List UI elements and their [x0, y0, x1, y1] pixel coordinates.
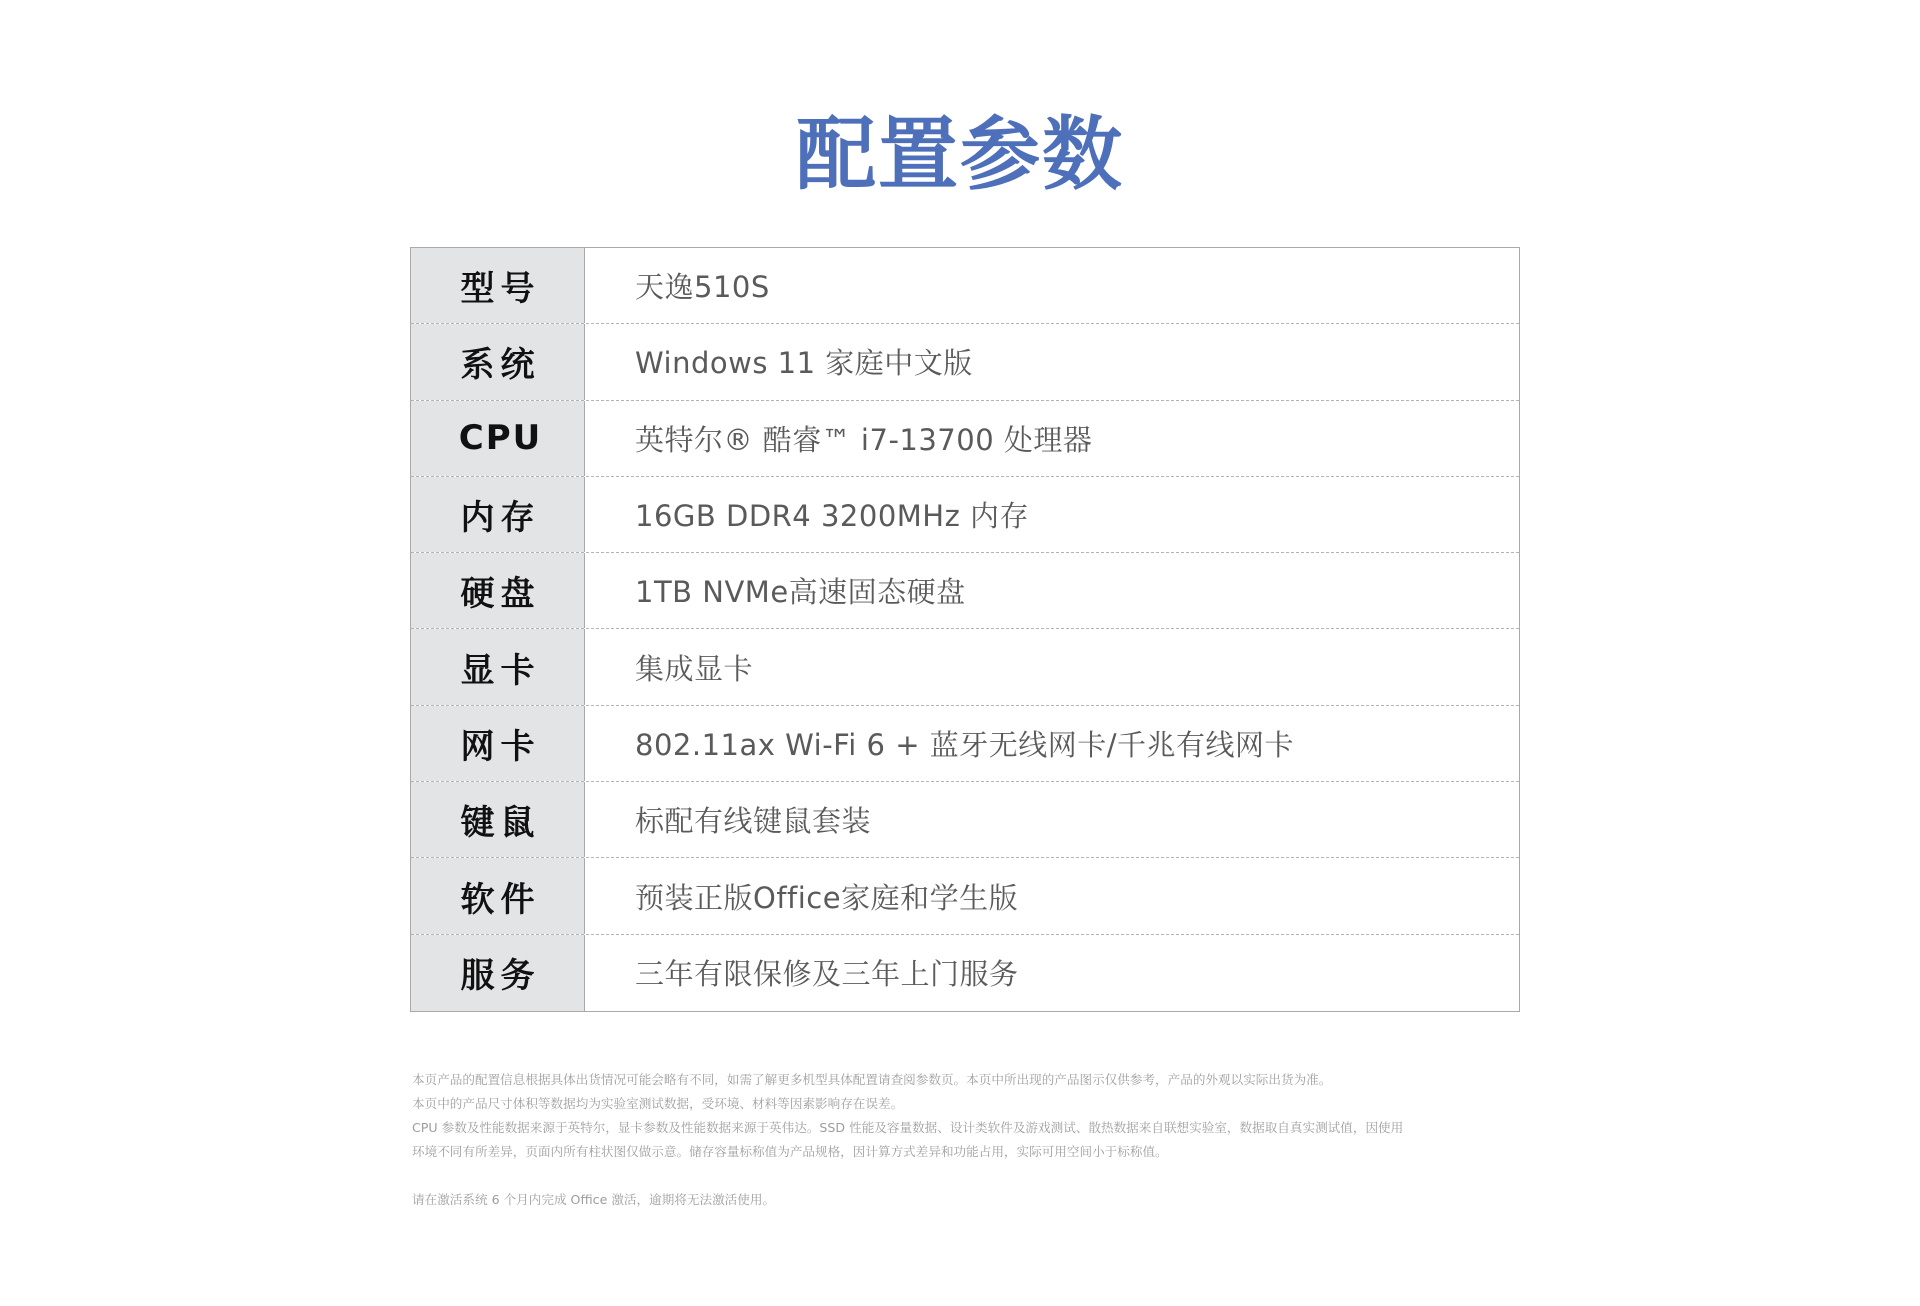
- spec-value: Windows 11 家庭中文版: [635, 346, 973, 381]
- spec-row-service: [411, 935, 1519, 1011]
- spec-row-software: [411, 858, 1519, 934]
- disclaimer-notes: [412, 1068, 1522, 1212]
- spec-value: 16GB DDR4 3200MHz 内存: [635, 499, 1030, 534]
- spec-value: 三年有限保修及三年上门服务: [635, 957, 1019, 992]
- disclaimer-line: 本页产品的配置信息根据具体出货情况可能会略有不同，如需了解更多机型具体配置请查阅参数页。本页中所出现的产品图示仅供参考，产品的外观以实际出货为准。: [412, 1072, 1332, 1087]
- spec-value: 1TB NVMe高速固态硬盘: [635, 575, 966, 610]
- spec-row-storage: [411, 553, 1519, 629]
- disclaimer-line: 环境不同有所差异，页面内所有柱状图仅做示意。储存容量标称值为产品规格，因计算方式差异和功能占用，实际可用空间小于标称值。: [412, 1144, 1168, 1159]
- spec-label: 型号: [411, 248, 585, 323]
- spec-row-model: [411, 248, 1519, 324]
- spacer: [412, 1164, 1522, 1188]
- spec-label: 内存: [411, 477, 585, 552]
- spec-label: CPU: [411, 401, 585, 476]
- spec-value: 集成显卡: [635, 651, 754, 686]
- spec-value: 802.11ax Wi-Fi 6 + 蓝牙无线网卡/千兆有线网卡: [635, 727, 1294, 762]
- spec-value: 预装正版Office家庭和学生版: [635, 880, 1019, 915]
- spec-label: 硬盘: [411, 553, 585, 628]
- spec-row-cpu: [411, 401, 1519, 477]
- spec-row-graphics: [411, 629, 1519, 705]
- spec-label: 软件: [411, 858, 585, 933]
- spec-row-memory: [411, 477, 1519, 553]
- spec-label: 键鼠: [411, 782, 585, 857]
- spec-value: 标配有线键鼠套装: [635, 804, 872, 839]
- page-title: 配置参数: [796, 108, 1124, 201]
- spec-row-system: [411, 324, 1519, 400]
- spec-row-network: [411, 706, 1519, 782]
- spec-table: [410, 247, 1520, 1012]
- spec-label: 系统: [411, 324, 585, 399]
- spec-row-keyboard-mouse: [411, 782, 1519, 858]
- office-activation-note: 请在激活系统 6 个月内完成 Office 激活，逾期将无法激活使用。: [412, 1192, 776, 1207]
- spec-value: 英特尔® 酷睿™ i7-13700 处理器: [635, 422, 1093, 457]
- disclaimer-line: 本页中的产品尺寸体积等数据均为实验室测试数据，受环境、材料等因素影响存在误差。: [412, 1096, 904, 1111]
- spec-value: 天逸510S: [635, 270, 770, 305]
- spec-label: 服务: [411, 935, 585, 1011]
- disclaimer-line: CPU 参数及性能数据来源于英特尔，显卡参数及性能数据来源于英伟达。SSD 性能及容量数据、设计类软件及游戏测试、散热数据来自联想实验室，数据取自真实测试值，因使用: [412, 1120, 1404, 1135]
- spec-label: 显卡: [411, 629, 585, 704]
- spec-label: 网卡: [411, 706, 585, 781]
